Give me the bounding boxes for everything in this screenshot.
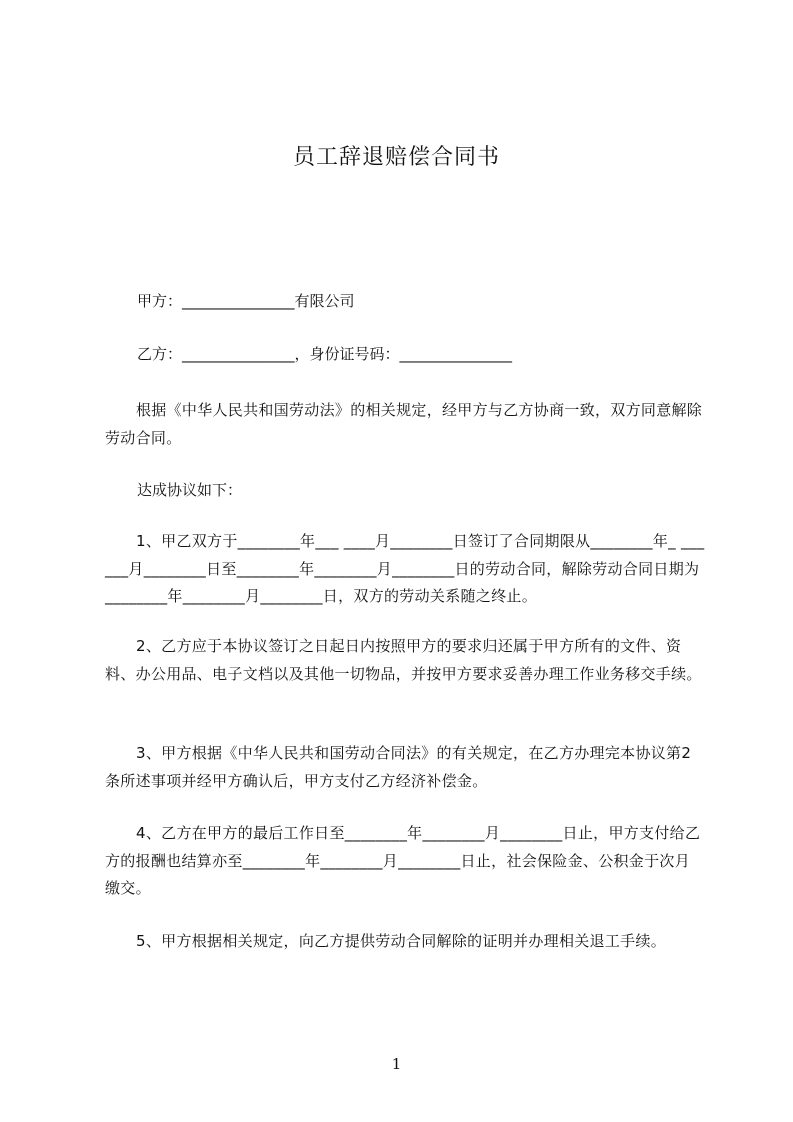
- agreement-lead: 达成协议如下：: [137, 481, 243, 499]
- clause-5: 5、甲方根据相关规定，向乙方提供劳动合同解除的证明并办理相关退工手续。: [136, 932, 667, 950]
- clause-4: 4、乙方在甲方的最后工作日至________年________月________日止，甲方支付给乙方的报酬也结算亦至________年________月________日止，社会保险金、公积金于次月缴交。: [105, 824, 701, 897]
- clause-2: 2、乙方应于本协议签订之日起日内按照甲方的要求归还属于甲方所有的文件、资料、办公用品、电子文档以及其他一切物品，并按甲方要求妥善办理工作业务移交手续。: [105, 637, 702, 683]
- party-a-line: 甲方：_______________有限公司: [137, 292, 355, 310]
- document-title: 员工辞退赔偿合同书: [292, 145, 500, 170]
- clause-3: 3、甲方根据《中华人民共和国劳动合同法》的有关规定，在乙方办理完本协议第2条所述事项并经甲方确认后，甲方支付乙方经济补偿金。: [105, 744, 692, 790]
- clause-1: 1、甲乙双方于________年___ ____月________日签订了合同期限从________年_ ___ ___月________日至________年________月________日的劳动合同，解除劳动合同日期为________年________月________日，双方的劳动关系随之终止。: [105, 532, 705, 605]
- party-b-line: 乙方：_______________，身份证号码：_______________: [137, 345, 513, 363]
- intro-paragraph: 根据《中华人民共和国劳动法》的相关规定，经甲方与乙方协商一致，双方同意解除劳动合同。: [105, 401, 703, 447]
- page-number: 1: [391, 1055, 402, 1073]
